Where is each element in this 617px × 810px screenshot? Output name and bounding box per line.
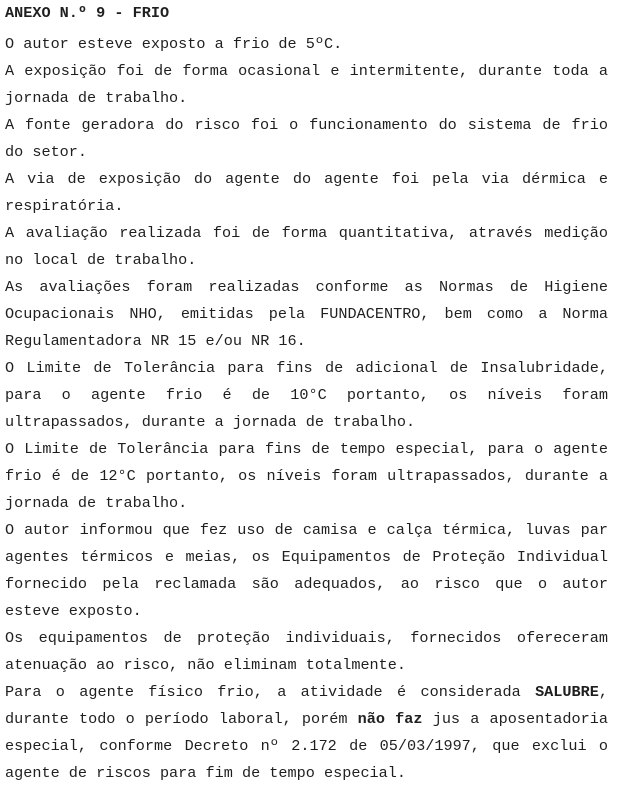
conclusion-text-3: jus a aposentadoria especial, conforme Decreto nº 2.172 de 05/03/1997, que exclui o agente de riscos para fim de tempo especial.	[5, 710, 608, 782]
paragraph-exposure-route: A via de exposição do agente do agente foi pela via dérmica e respiratória.	[5, 170, 608, 215]
paragraph-assessment-method: A avaliação realizada foi de forma quantitativa, através medição no local de trabalho.	[5, 224, 608, 269]
paragraph-conclusion	[5, 679, 608, 787]
paragraph-ppe-used: O autor informou que fez uso de camisa e calça térmica, luvas par agentes térmicos e meias, os Equipamentos de Proteção Individual fornecido pela reclamada são adequados, ao risco que o autor esteve exposto.	[5, 521, 608, 620]
conclusion-nao-faz-bold: não faz	[357, 710, 423, 728]
conclusion-text-2: , durante todo o período laboral, porém	[5, 683, 608, 728]
paragraph-ppe-attenuation: Os equipamentos de proteção individuais, fornecidos ofereceram atenuação ao risco, não eliminam totalmente.	[5, 629, 608, 674]
conclusion-text-1: Para o agente físico frio, a atividade é considerada	[5, 683, 536, 701]
paragraph-tolerance-insalubrity: O Limite de Tolerância para fins de adicional de Insalubridade, para o agente frio é de 10°C portanto, os níveis foram ultrapassados, durante a jornada de trabalho.	[5, 359, 608, 431]
paragraph-exposure-temperature: O autor esteve exposto a frio de 5ºC.	[5, 35, 343, 53]
paragraph-exposure-form: A exposição foi de forma ocasional e intermitente, durante toda a jornada de trabalho.	[5, 62, 608, 107]
paragraph-standards: As avaliações foram realizadas conforme as Normas de Higiene Ocupacionais NHO, emitidas pela FUNDACENTRO, bem como a Norma Regulamentadora NR 15 e/ou NR 16.	[5, 278, 608, 350]
conclusion-salubre-bold: SALUBRE	[535, 683, 599, 701]
annex-heading: ANEXO N.º 9 - FRIO	[5, 4, 170, 22]
paragraph-risk-source: A fonte geradora do risco foi o funcionamento do sistema de frio do setor.	[5, 116, 608, 161]
paragraph-tolerance-special-time: O Limite de Tolerância para fins de tempo especial, para o agente frio é de 12°C portanto, os níveis foram ultrapassados, durante a jornada de trabalho.	[5, 440, 608, 512]
